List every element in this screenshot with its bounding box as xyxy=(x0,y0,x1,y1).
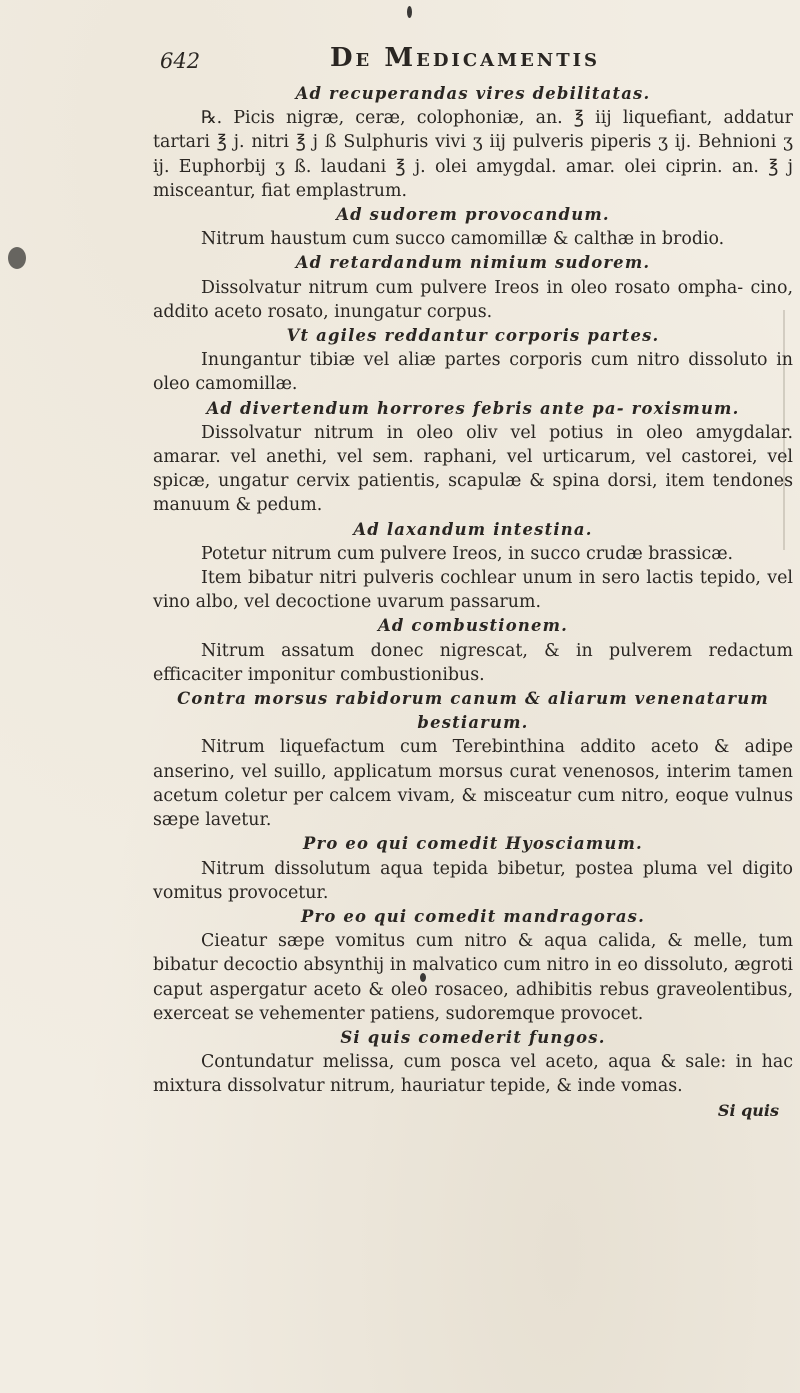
section-heading: Ad laxandum intestina. xyxy=(353,519,593,539)
paragraph: Item bibatur nitri pulveris cochlear unum in sero lactis tepido, vel vino albo, vel decoctione uvarum passarum. xyxy=(153,568,793,613)
ink-spot-top xyxy=(407,6,412,18)
catchword: Si quis xyxy=(717,1100,779,1120)
section-heading: Ad retardandum nimium sudorem. xyxy=(295,253,651,273)
section-heading: Vt agiles reddantur corporis partes. xyxy=(286,326,660,346)
page-number: 642 xyxy=(160,49,201,73)
paragraph: Dissolvatur nitrum in oleo oliv vel potius in oleo amygdalar. amarar. vel anethi, vel sem. raphani, vel urticarum, vel castorei, vel spicæ, ungatur cervix patientis, scapulæ & spina dorsi, item tendones manuum & pedum. xyxy=(153,422,793,516)
section-heading: Pro eo qui comedit mandragoras. xyxy=(300,906,645,926)
section-heading: Ad divertendum horrores febris ante pa- roxismum. xyxy=(206,398,740,418)
paragraph: Nitrum liquefactum cum Terebinthina addito aceto & adipe anserino, vel suillo, applicatum morsus curat venenosos, interim tamen acetum coletur per calcem vivam, & misceatur cum nitro, eoque vulnus sæpe lavetur. xyxy=(153,737,793,831)
paragraph: Nitrum haustum cum succo camomillæ & calthæ in brodio. xyxy=(201,229,725,250)
section-heading: Ad sudorem provocandum. xyxy=(336,205,610,225)
paragraph: Potetur nitrum cum pulvere Ireos, in succo crudæ brassicæ. xyxy=(201,543,734,564)
paragraph: Nitrum dissolutum aqua tepida bibetur, postea pluma vel digito vomitus provocetur. xyxy=(153,858,793,903)
running-title: De Medicamentis xyxy=(330,43,601,73)
page-header xyxy=(152,43,712,77)
paragraph: Dissolvatur nitrum cum pulvere Ireos in oleo rosato ompha- cino, addito aceto rosato, inungatur corpus. xyxy=(153,277,793,322)
body-text xyxy=(153,82,793,1123)
ink-spot-left-margin xyxy=(8,247,26,269)
paragraph: Contundatur melissa, cum posca vel aceto, aqua & sale: in hac mixtura dissolvatur nitrum, hauriatur tepide, & inde vomas. xyxy=(153,1052,793,1097)
paragraph: Nitrum assatum donec nigrescat, & in pulverem redactum efficaciter imponitur combustionibus. xyxy=(153,640,793,685)
section-heading: Ad combustionem. xyxy=(377,616,569,636)
section-heading: Pro eo qui comedit Hyosciamum. xyxy=(303,834,643,854)
paragraph: Inungantur tibiæ vel aliæ partes corporis cum nitro dissoluto in oleo camomillæ. xyxy=(153,350,793,395)
paragraph: Cieatur sæpe vomitus cum nitro & aqua calida, & melle, tum bibatur decoctio absynthij in malvatico cum nitro in eo dissoluto, ægroti caput aspergatur aceto & oleo rosaceo, adhibitis rebus graveolentibus, exerceat se vehementer patiens, sudoremque provocet. xyxy=(153,931,793,1024)
paragraph: ℞. Picis nigræ, ceræ, colophoniæ, an. ℥ iij liquefiant, addatur tartari ℥ j. nitri ℥ j ß Sulphuris vivi ʒ iij pulveris piperis ʒ ij. Behnioni ʒ ij. Euphorbij ʒ ß. laudani ℥ j. olei amygdal. amar. olei ciprin. an. ℥ j misceantur, fiat emplastrum. xyxy=(153,108,793,201)
section-heading: Contra morsus rabidorum canum & aliarum venenatarum bestiarum. xyxy=(177,689,769,733)
section-heading: Si quis comederit fungos. xyxy=(340,1027,606,1047)
section-heading: Ad recuperandas vires debilitatas. xyxy=(295,84,651,103)
